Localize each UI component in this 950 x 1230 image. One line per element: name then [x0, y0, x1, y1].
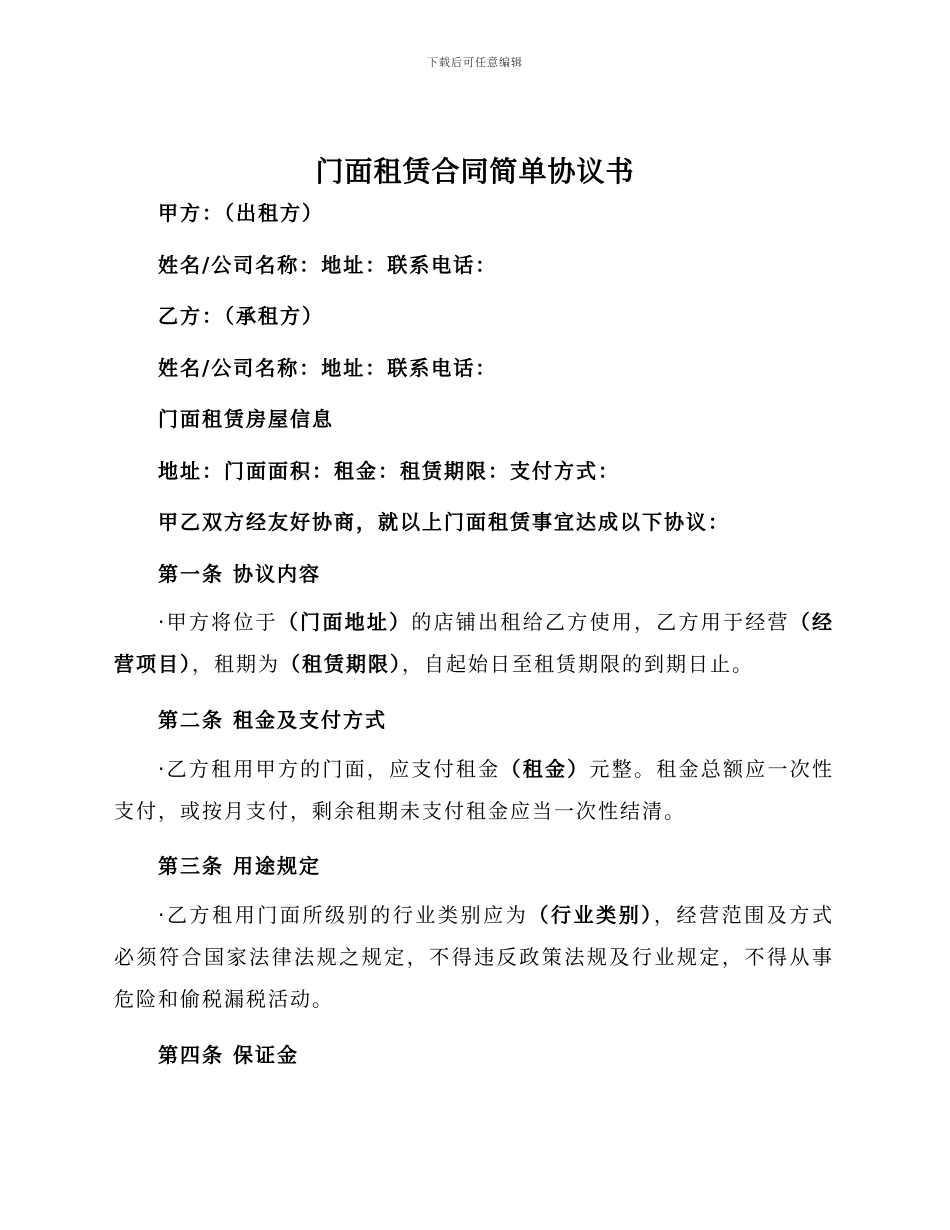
article-3-text: ，经营范围及方式必须符合国家法律法规之规定，不得违反政策法规及行业规定，不得从事危险和偷税漏税活动。	[114, 903, 835, 1011]
article-1-heading: 第一条 协议内容	[158, 562, 321, 586]
article-2-placeholder-rent: （租金）	[500, 757, 590, 781]
premise-heading: 门面租赁房屋信息	[158, 407, 334, 431]
article-2-text: ·乙方租用甲方的门面，应支付租金	[158, 757, 501, 781]
party-a-info: 姓名/公司名称：地址：联系电话：	[158, 253, 498, 277]
article-1-text: ，租期为	[192, 652, 280, 676]
party-b-label: 乙方：（承租方）	[158, 304, 324, 328]
article-2-body	[114, 748, 834, 832]
premise-info: 地址：门面面积：租金：租赁期限：支付方式：	[158, 459, 620, 483]
article-4-heading: 第四条 保证金	[158, 1043, 299, 1067]
article-3-body	[114, 894, 834, 1020]
article-1-placeholder-address: （门面地址）	[277, 610, 412, 634]
article-2-heading: 第二条 租金及支付方式	[158, 708, 387, 732]
article-3-placeholder-industry: （行业类别）	[528, 903, 654, 927]
party-b-info: 姓名/公司名称：地址：联系电话：	[158, 356, 498, 380]
article-1-text: ·甲方将位于	[158, 610, 278, 634]
article-1-placeholder-term: （租赁期限）	[280, 652, 402, 676]
party-a-label: 甲方：（出租方）	[158, 201, 324, 225]
header-note: 下载后可任意编辑	[427, 56, 523, 69]
article-1-placeholder-business: （经营项目）	[114, 610, 835, 676]
article-2-text: 元整。租金总额应一次性支付，或按月支付，剩余租期未支付租金应当一次性结清。	[114, 757, 835, 823]
document-title: 门面租赁合同简单协议书	[315, 155, 635, 188]
agreement-intro: 甲乙双方经友好协商，就以上门面租赁事宜达成以下协议：	[158, 510, 730, 534]
article-3-text: ·乙方租用门面所级别的行业类别应为	[158, 903, 529, 927]
article-3-heading: 第三条 用途规定	[158, 854, 321, 878]
article-1-body	[114, 601, 834, 685]
article-1-text: 的店铺出租给乙方使用，乙方用于经营	[411, 610, 790, 634]
article-1-text: ，自起始日至租赁期限的到期日止。	[402, 652, 754, 676]
